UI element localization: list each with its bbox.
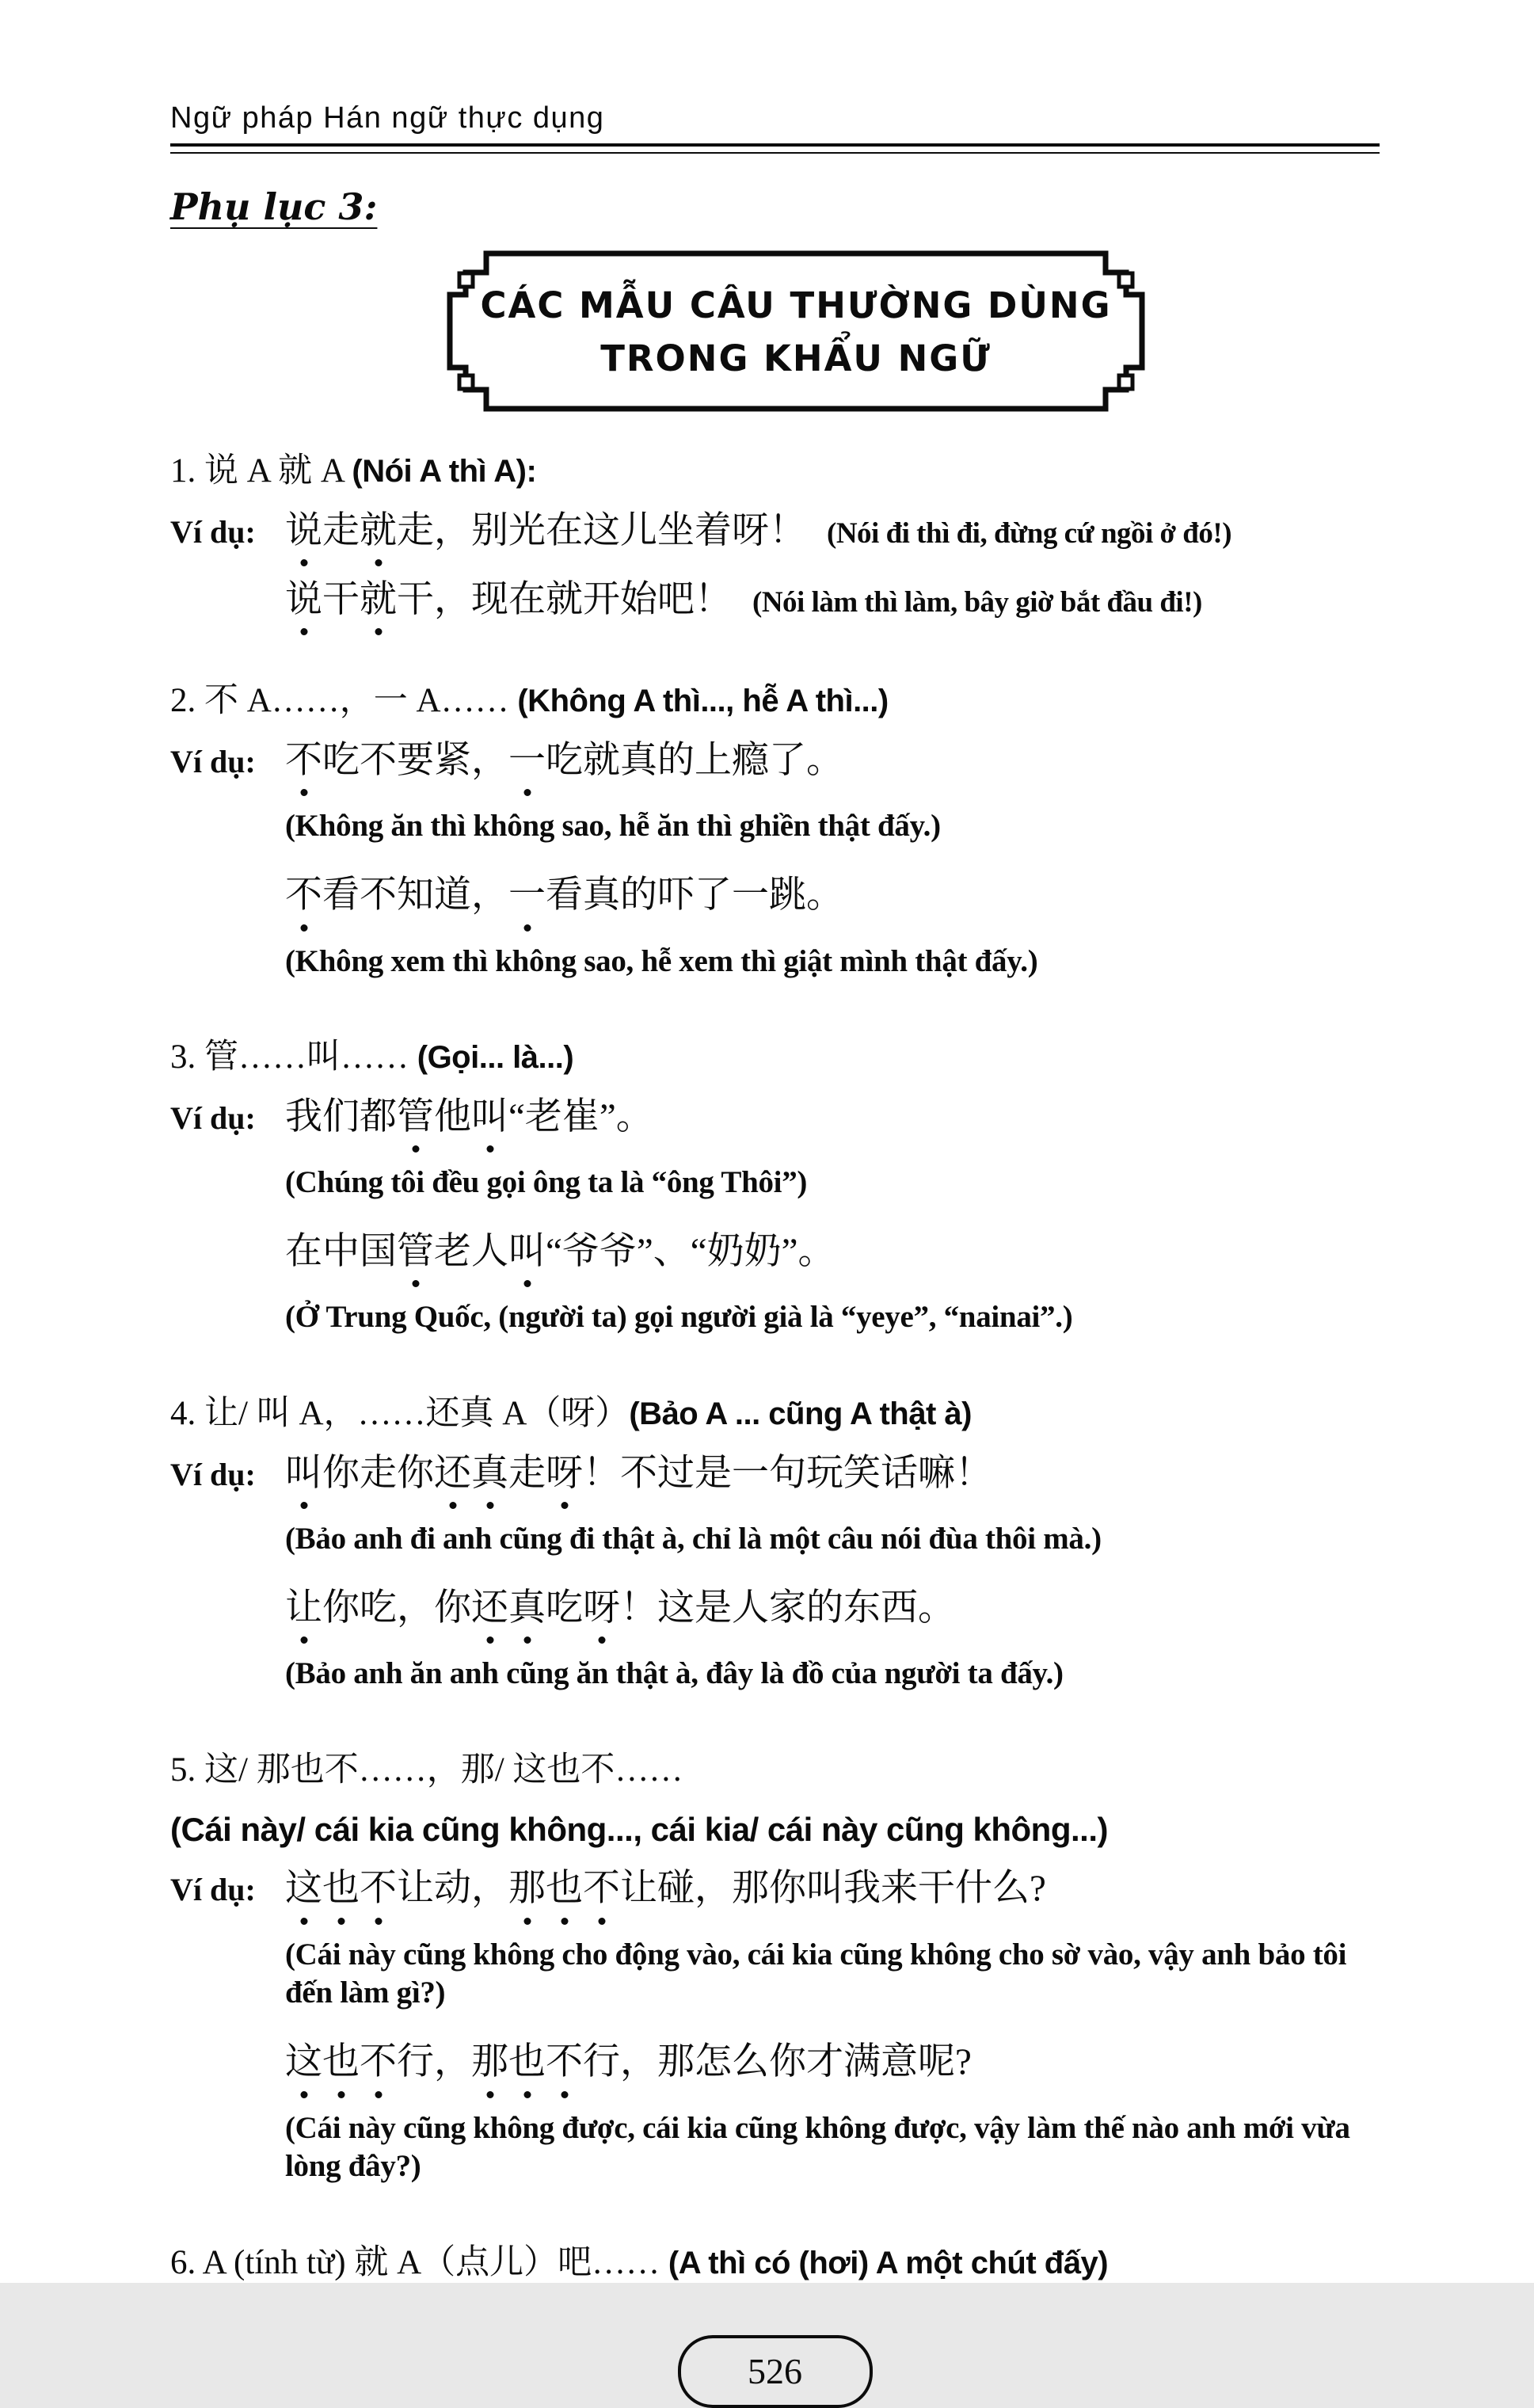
- character: 干: [918, 1868, 955, 1910]
- chinese-example: [285, 1866, 1380, 1911]
- example-block: [170, 1451, 1380, 1716]
- chinese-text: [285, 579, 732, 620]
- example-label: Ví dụ:: [170, 744, 256, 780]
- character: 么: [732, 2041, 769, 2083]
- character: 人: [732, 1587, 769, 1629]
- character: ?: [1030, 1868, 1046, 1910]
- character: 的: [620, 874, 657, 916]
- section-4-heading: [170, 1393, 1380, 1435]
- character: 人: [471, 1231, 508, 1273]
- appendix-label: Phụ lục 3:: [170, 185, 378, 228]
- character: 你: [397, 1452, 434, 1494]
- example-block: [170, 1866, 1380, 2208]
- character: 不: [360, 740, 397, 782]
- character: 满: [843, 2041, 881, 2083]
- character: 中: [322, 1231, 360, 1273]
- vietnamese-translation: (Cái này cũng không cho động vào, cái kia cũng không cho sờ vào, vậy anh bảo tôi đến làm gì?): [285, 1937, 1347, 2010]
- character: 西: [881, 1587, 918, 1629]
- section-3: [170, 1036, 1380, 1359]
- vietnamese-translation: (Không xem thì không sao, hễ xem thì giật mình thật đấy.): [285, 943, 1038, 978]
- character: 们: [322, 1096, 360, 1138]
- vietnamese-translation: (Không ăn thì không sao, hễ ăn thì ghiền thật đấy.): [285, 809, 941, 844]
- character: 别: [471, 509, 508, 551]
- pattern-vietnamese: (Không A thì..., hễ A thì...): [517, 684, 889, 719]
- emphasized-character: 那: [508, 1866, 546, 1911]
- character: 光: [508, 509, 546, 551]
- emphasized-character: 真: [508, 1586, 546, 1631]
- character: 呀: [732, 509, 769, 551]
- character: 走: [508, 1452, 546, 1494]
- emphasized-character: 也: [322, 2040, 360, 2085]
- character: ，: [471, 874, 508, 916]
- character: 开: [583, 579, 620, 621]
- character: 真: [620, 740, 657, 782]
- section-4: [170, 1393, 1380, 1716]
- character: 那: [732, 1868, 769, 1910]
- character: 来: [881, 1868, 918, 1910]
- emphasized-character: 说: [285, 577, 322, 623]
- chinese-text: [285, 510, 806, 551]
- pattern-chinese: 3. 管……叫……: [170, 1038, 417, 1076]
- character: 话: [881, 1452, 918, 1494]
- character: 行: [583, 2041, 620, 2083]
- character: ，: [434, 579, 471, 621]
- character: ！: [695, 579, 732, 621]
- character: 家: [769, 1587, 806, 1629]
- character: ?: [955, 2041, 972, 2083]
- emphasized-character: 还: [434, 1451, 471, 1496]
- vietnamese-translation: (Ở Trung Quốc, (người ta) gọi người già là “yeye”, “nainai”.): [285, 1300, 1073, 1335]
- character: 这: [657, 1587, 695, 1629]
- character: ，: [620, 2041, 657, 2083]
- character: 走: [397, 509, 434, 551]
- character: 看: [322, 874, 360, 916]
- emphasized-character: 管: [397, 1095, 434, 1140]
- running-header-title: Ngữ pháp Hán ngữ thực dụng: [170, 101, 605, 135]
- character: 一: [732, 874, 769, 916]
- character: 看: [546, 874, 583, 916]
- character: 爷: [561, 1231, 600, 1273]
- chinese-example: [285, 577, 1380, 623]
- character: 。: [806, 874, 843, 916]
- character: 一: [732, 1452, 769, 1494]
- character: 走: [322, 509, 360, 551]
- character: 行: [397, 2041, 434, 2083]
- character: 了: [695, 874, 732, 916]
- example-content: [285, 1451, 1380, 1716]
- emphasized-character: 真: [471, 1451, 508, 1496]
- character: 儿: [620, 509, 657, 551]
- vietnamese-translation: (Nói đi thì đi, đừng cứ ngồi ở đó!): [827, 516, 1232, 550]
- character: 在: [285, 1231, 322, 1273]
- pattern-vietnamese: (Bảo A ... cũng A thật à): [629, 1396, 972, 1432]
- emphasized-character: 一: [508, 738, 546, 783]
- character: 吃: [322, 740, 360, 782]
- emphasized-character: 不: [360, 2040, 397, 2085]
- example-block: [170, 738, 1380, 1003]
- emphasized-character: 也: [546, 1866, 583, 1911]
- character: 国: [360, 1231, 397, 1273]
- section-1: [170, 450, 1380, 646]
- character: 叫: [806, 1868, 843, 1910]
- pattern-chinese: 2. 不 A……，一 A……: [170, 682, 518, 720]
- character: 呢: [918, 2041, 955, 2083]
- character: ，: [471, 740, 508, 782]
- character: 真: [583, 874, 620, 916]
- page-number: 526: [748, 2351, 802, 2392]
- emphasized-character: 一: [508, 873, 546, 918]
- character: 才: [806, 2041, 843, 2083]
- character: 意: [881, 2041, 918, 2083]
- emphasized-character: 让: [285, 1586, 322, 1631]
- vietnamese-translation: (Nói làm thì làm, bây giờ bắt đầu đi!): [752, 586, 1202, 619]
- character: ！: [583, 1452, 620, 1494]
- character: ”: [781, 1231, 798, 1273]
- character: 什: [955, 1868, 992, 1910]
- chinese-example: [285, 873, 1380, 918]
- character: 我: [843, 1868, 881, 1910]
- character: 句: [769, 1452, 806, 1494]
- character: 。: [615, 1096, 653, 1138]
- character: ，: [434, 2041, 471, 2083]
- character: 就: [546, 579, 583, 621]
- character: 就: [583, 740, 620, 782]
- emphasized-character: 就: [360, 509, 397, 554]
- emphasized-character: 不: [285, 873, 322, 918]
- pattern-chinese: 4. 让/ 叫 A，……还真 A（呀）: [170, 1395, 630, 1433]
- chinese-example: [285, 1451, 1380, 1496]
- character: 我: [285, 1096, 322, 1138]
- character: 爷: [599, 1231, 637, 1273]
- character: 让: [620, 1868, 657, 1910]
- example-block: [170, 509, 1380, 647]
- section-6-heading: [170, 2242, 1380, 2284]
- section-2: [170, 680, 1380, 1003]
- character: 吧: [657, 579, 695, 621]
- character: 跳: [769, 874, 806, 916]
- pattern-vietnamese: (Cái này/ cái kia cũng không..., cái kia/ cái này cũng không...): [170, 1810, 1108, 1848]
- emphasized-character: 管: [397, 1229, 434, 1274]
- character: 上: [695, 740, 732, 782]
- character: “: [508, 1096, 525, 1138]
- character: ，: [397, 1587, 434, 1629]
- emphasized-character: 叫: [471, 1095, 508, 1140]
- character: ”: [636, 1231, 653, 1273]
- emphasized-character: 这: [285, 2040, 322, 2085]
- character: 不: [360, 874, 397, 916]
- chinese-example: [285, 509, 1380, 554]
- emphasized-character: 也: [322, 1866, 360, 1911]
- character: 道: [434, 874, 471, 916]
- character: 这: [583, 509, 620, 551]
- pattern-chinese: 1. 说 A 就 A: [170, 452, 352, 490]
- character: 崔: [561, 1096, 600, 1138]
- emphasized-character: 也: [508, 2040, 546, 2085]
- emphasized-character: 呀: [546, 1451, 583, 1496]
- character: 吓: [657, 874, 695, 916]
- chinese-example: [285, 738, 1380, 783]
- example-label: Ví dụ:: [170, 1100, 256, 1137]
- character: 嘛: [918, 1452, 955, 1494]
- emphasized-character: 呀: [583, 1586, 620, 1631]
- box-title-line2: TRONG KHẨU NGỮ: [600, 337, 992, 379]
- page-footer: [170, 2335, 1380, 2408]
- section-2-heading: [170, 680, 1380, 722]
- character: 干: [397, 579, 434, 621]
- character: 的: [806, 1587, 843, 1629]
- title-box: [436, 247, 1156, 417]
- character: 玩: [806, 1452, 843, 1494]
- character: 在: [546, 509, 583, 551]
- character: 是: [695, 1587, 732, 1629]
- character: 走: [360, 1452, 397, 1494]
- section-6: [170, 2242, 1380, 2284]
- character: ！: [620, 1587, 657, 1629]
- pattern-vietnamese: (A thì có (hơi) A một chút đấy): [668, 2246, 1109, 2281]
- chinese-example: [285, 1229, 1380, 1274]
- example-content: [285, 1095, 1380, 1359]
- box-title: [436, 247, 1156, 417]
- example-label: Ví dụ:: [170, 513, 256, 550]
- character: 。: [806, 740, 843, 782]
- header-rule: [170, 143, 1380, 154]
- character: 现: [471, 579, 508, 621]
- character: 东: [843, 1587, 881, 1629]
- vietnamese-translation: (Bảo anh đi anh cũng đi thật à, chỉ là một câu nói đùa thôi mà.): [285, 1522, 1102, 1556]
- chinese-example: [285, 1095, 1380, 1140]
- character: 始: [620, 579, 657, 621]
- character: ，: [695, 1868, 732, 1910]
- section-5: [170, 1749, 1380, 2208]
- section-1-heading: [170, 450, 1380, 493]
- example-block: [170, 1095, 1380, 1359]
- emphasized-character: 不: [583, 1866, 620, 1911]
- character: 瘾: [732, 740, 769, 782]
- section-5-heading: [170, 1749, 1380, 1850]
- character: 笑: [843, 1452, 881, 1494]
- character: 吃: [360, 1587, 397, 1629]
- character: 的: [657, 740, 695, 782]
- emphasized-character: 不: [360, 1866, 397, 1911]
- character: 。: [797, 1231, 836, 1273]
- character: 不: [620, 1452, 657, 1494]
- character: 要: [397, 740, 434, 782]
- character: 吃: [546, 740, 583, 782]
- box-title-line1: CÁC MẪU CÂU THƯỜNG DÙNG: [480, 284, 1112, 326]
- character: 是: [695, 1452, 732, 1494]
- emphasized-character: 这: [285, 1866, 322, 1911]
- emphasized-character: 叫: [508, 1229, 546, 1274]
- character: ”: [599, 1096, 616, 1138]
- emphasized-character: 就: [360, 577, 397, 623]
- page-number-badge: [678, 2335, 873, 2408]
- character: 你: [322, 1452, 360, 1494]
- pattern-chinese: 5. 这/ 那也不……，那/ 这也不……: [170, 1751, 683, 1789]
- pattern-chinese: 6. A (tính từ) 就 A（点儿）吧……: [170, 2244, 668, 2282]
- character: “: [690, 1231, 707, 1273]
- example-content: [285, 509, 1380, 647]
- character: ！: [955, 1452, 992, 1494]
- pattern-vietnamese: (Nói A thì A):: [352, 454, 537, 489]
- character: 老: [434, 1231, 471, 1273]
- character: 奶: [744, 1231, 782, 1273]
- character: 奶: [706, 1231, 744, 1273]
- character: ，: [434, 509, 471, 551]
- character: 碰: [657, 1868, 695, 1910]
- character: 知: [397, 874, 434, 916]
- character: 着: [695, 509, 732, 551]
- character: 。: [918, 1587, 955, 1629]
- emphasized-character: 那: [471, 2040, 508, 2085]
- section-3-heading: [170, 1036, 1380, 1079]
- example-label: Ví dụ:: [170, 1872, 256, 1908]
- character: 怎: [695, 2041, 732, 2083]
- example-label: Ví dụ:: [170, 1456, 256, 1492]
- character: 让: [397, 1868, 434, 1910]
- vietnamese-translation: (Chúng tôi đều gọi ông ta là “ông Thôi”): [285, 1165, 808, 1200]
- running-header: [170, 101, 1380, 154]
- example-content: [285, 1866, 1380, 2208]
- character: 坐: [657, 509, 695, 551]
- emphasized-character: 叫: [285, 1451, 322, 1496]
- vietnamese-translation: (Cái này cũng không được, cái kia cũng không được, vậy làm thế nào anh mới vừa lòng đây?): [285, 2110, 1350, 2184]
- character: ，: [471, 1868, 508, 1910]
- character: 紧: [434, 740, 471, 782]
- emphasized-character: 还: [471, 1586, 508, 1631]
- emphasized-character: 不: [285, 738, 322, 783]
- character: 过: [657, 1452, 695, 1494]
- character: 了: [769, 740, 806, 782]
- character: 、: [653, 1231, 691, 1273]
- character: 在: [508, 579, 546, 621]
- chinese-example: [285, 1586, 1380, 1631]
- example-content: [285, 738, 1380, 1003]
- character: 你: [434, 1587, 471, 1629]
- pattern-vietnamese: (Gọi... là...): [417, 1040, 574, 1076]
- character: 老: [524, 1096, 562, 1138]
- vietnamese-translation: (Bảo anh ăn anh cũng ăn thật à, đây là đồ của người ta đấy.): [285, 1656, 1064, 1691]
- character: 吃: [546, 1587, 583, 1629]
- character: 么: [992, 1868, 1030, 1910]
- character: 你: [322, 1587, 360, 1629]
- character: 那: [657, 2041, 695, 2083]
- character: 你: [769, 2041, 806, 2083]
- emphasized-character: 不: [546, 2040, 583, 2085]
- character: ！: [769, 509, 806, 551]
- character: 他: [434, 1096, 471, 1138]
- character: 你: [769, 1868, 806, 1910]
- chinese-example: [285, 2040, 1380, 2085]
- character: 都: [360, 1096, 397, 1138]
- character: “: [546, 1231, 562, 1273]
- character: 动: [434, 1868, 471, 1910]
- character: 干: [322, 579, 360, 621]
- emphasized-character: 说: [285, 509, 322, 554]
